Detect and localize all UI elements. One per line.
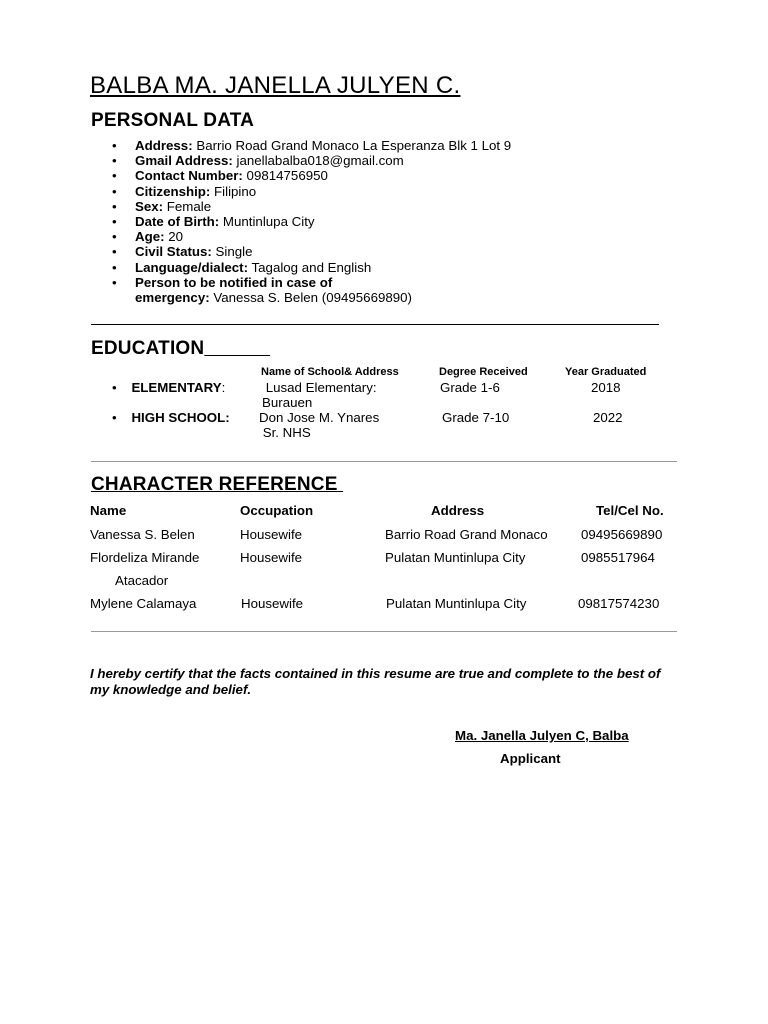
section-divider <box>91 324 659 325</box>
education-level-high-school: • HIGH SCHOOL: <box>112 410 230 425</box>
reference-tel: 09495669890 <box>581 527 663 542</box>
character-reference-heading: CHARACTER REFERENCE <box>91 474 338 495</box>
reference-name: Mylene Calamaya <box>90 596 197 611</box>
education-year: 2022 <box>593 410 623 425</box>
bullet-icon: • <box>112 214 117 230</box>
list-item: • Gmail Address: janellabalba018@gmail.com <box>112 153 404 169</box>
reference-col-name: Name <box>90 503 127 518</box>
education-year: 2018 <box>591 380 621 395</box>
list-item: • Language/dialect: Tagalog and English <box>112 259 372 275</box>
list-item: • Sex: Female <box>112 198 212 214</box>
education-col-degree: Degree Received <box>439 366 528 378</box>
section-divider <box>91 631 677 632</box>
education-degree: Grade 7-10 <box>442 410 510 425</box>
reference-address: Pulatan Muntinlupa City <box>386 596 527 611</box>
education-col-school: Name of School& Address <box>261 366 399 378</box>
reference-name: Flordeliza Mirande <box>90 550 200 565</box>
bullet-icon: • <box>112 259 117 275</box>
list-item: • Contact Number: 09814756950 <box>112 168 328 184</box>
education-degree: Grade 1-6 <box>440 380 500 395</box>
list-item: • Civil Status: Single <box>112 244 253 260</box>
signatory-name: Ma. Janella Julyen C, Balba <box>455 728 629 743</box>
reference-col-tel: Tel/Cel No. <box>596 503 664 518</box>
reference-tel: 0985517964 <box>581 550 655 565</box>
education-school: Lusad Elementary: Burauen <box>262 380 377 411</box>
reference-address: Barrio Road Grand Monaco <box>385 527 548 542</box>
reference-col-occupation: Occupation <box>240 503 314 518</box>
reference-name: Vanessa S. Belen <box>90 527 195 542</box>
list-item: • Citizenship: Filipino <box>112 183 257 199</box>
bullet-icon: • <box>112 183 117 199</box>
education-level-elementary: • ELEMENTARY: <box>112 380 226 395</box>
reference-occupation: Housewife <box>241 596 304 611</box>
bullet-icon: • <box>112 244 117 260</box>
education-heading: EDUCATION <box>91 338 205 359</box>
bullet-icon: • <box>112 198 117 214</box>
reference-occupation: Housewife <box>240 550 303 565</box>
certification-statement: I hereby certify that the facts contained in this resume are true and complete to the best of my knowledge and belief. <box>90 666 661 697</box>
reference-col-address: Address <box>431 503 485 518</box>
list-item: • Person to be notified in case of emergency: Vanessa S. Belen (09495669890) <box>112 274 412 306</box>
personal-data-heading: PERSONAL DATA <box>91 110 255 131</box>
bullet-icon: • <box>112 153 117 169</box>
reference-tel: 09817574230 <box>578 596 660 611</box>
bullet-icon: • <box>112 229 117 245</box>
reference-occupation: Housewife <box>240 527 303 542</box>
applicant-name: BALBA MA. JANELLA JULYEN C. <box>90 72 461 99</box>
list-item: • Date of Birth: Muntinlupa City <box>112 214 315 230</box>
signatory-role: Applicant <box>500 751 561 766</box>
bullet-icon: • <box>112 274 117 290</box>
personal-data-list <box>100 138 660 305</box>
bullet-icon: • <box>112 168 117 184</box>
reference-name-continued: Atacador <box>115 573 169 588</box>
education-col-year: Year Graduated <box>565 366 647 378</box>
list-item: • Address: Barrio Road Grand Monaco La Esperanza Blk 1 Lot 9 <box>112 138 512 153</box>
list-item: • Age: 20 <box>112 229 184 245</box>
section-divider <box>91 461 677 462</box>
education-school: Don Jose M. Ynares Sr. NHS <box>259 410 380 441</box>
reference-address: Pulatan Muntinlupa City <box>385 550 526 565</box>
bullet-icon: • <box>112 138 117 153</box>
